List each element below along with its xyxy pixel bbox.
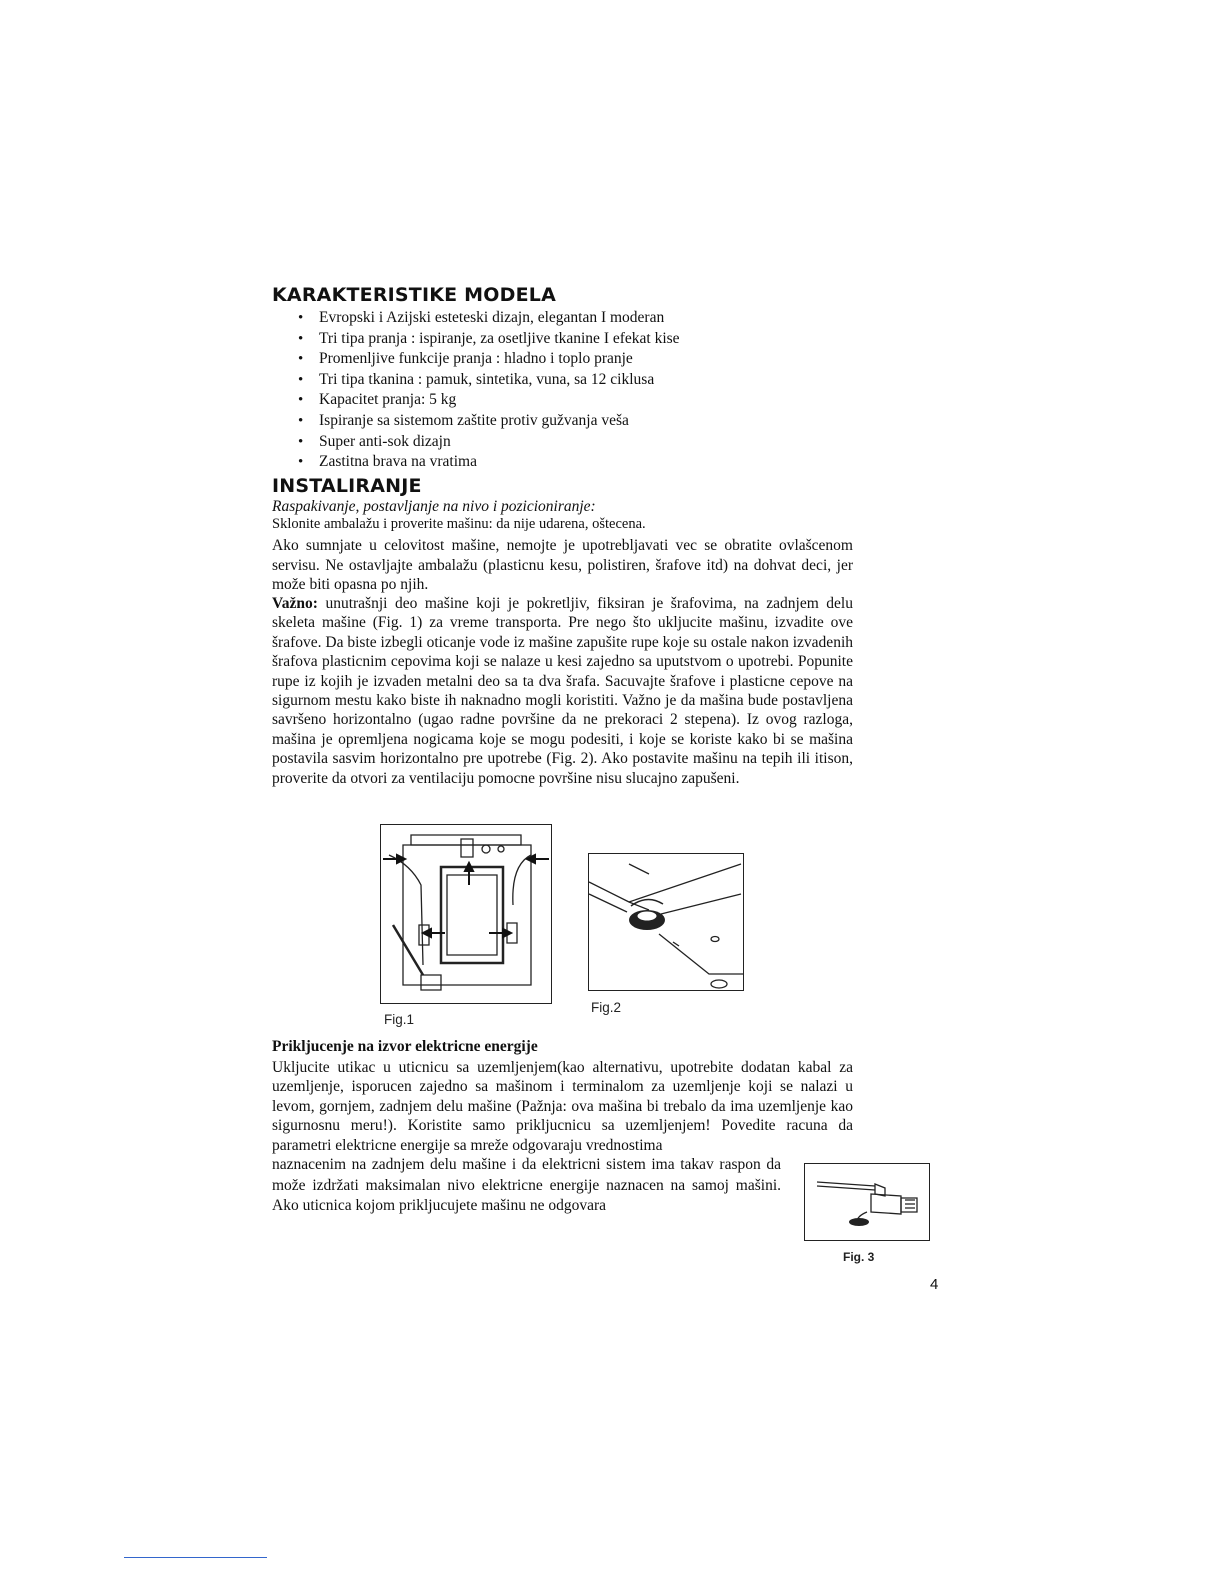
list-item: • Evropski i Azijski esteteski dizajn, elegantan I moderan — [296, 308, 816, 329]
figure-1-caption: Fig.1 — [384, 1012, 415, 1027]
list-item: • Ispiranje sa sistemom zaštite protiv gužvanja veša — [296, 411, 816, 432]
section-heading-instaliranje: INSTALIRANJE — [272, 475, 422, 497]
water-tap-illustration — [805, 1164, 929, 1240]
list-item: • Zastitna brava na vratima — [296, 452, 816, 473]
paragraph-important — [272, 594, 853, 788]
section-heading-karakteristike: KARAKTERISTIKE MODELA — [272, 284, 556, 306]
unpack-instruction: Sklonite ambalažu i proverite mašinu: da nije udarena, oštecena. — [272, 516, 646, 532]
list-item: • Promenljive funkcije pranja : hladno i toplo pranje — [296, 349, 816, 370]
figure-3-water-tap — [804, 1163, 930, 1241]
leveling-foot-illustration — [589, 854, 743, 990]
page-number: 4 — [930, 1276, 939, 1293]
footer-rule — [124, 1557, 267, 1558]
list-item: • Super anti-sok dizajn — [296, 432, 816, 453]
section-heading-power: Prikljucenje na izvor elektricne energije — [272, 1038, 538, 1055]
paragraph-power-connection: Ukljucite utikac u uticnicu sa uzemljenjem(kao alternativu, upotrebite dodatan kabal za uzemljenje, isporucen zajedno sa mašinom i terminalom za uzemljenje koji se nalazi u levom, gornjem, zadnjem delu mašine (Pažnja: ova mašina bi trebalo da ima uzemljenje kao sigurnosnu meru!). Koristite samo prikljucnicu sa uzemljenjem! Povedite racuna da parametri elektricne energije sa mreže odgovaraju vrednostima — [272, 1059, 853, 1154]
section-subheading: Raspakivanje, postavljanje na nivo i pozicioniranje: — [272, 498, 596, 515]
list-item: • Kapacitet pranja: 5 kg — [296, 390, 816, 411]
figure-3-caption: Fig. 3 — [843, 1250, 875, 1264]
important-label: Važno: — [272, 595, 318, 612]
list-item: • Tri tipa pranja : ispiranje, za osetljive tkanine I efekat kise — [296, 329, 816, 350]
figure-2-caption: Fig.2 — [591, 1000, 622, 1015]
important-text: unutrašnji deo mašine koji je pokretljiv, fiksiran je šrafovima, na zadnjem delu skeleta mašine (Fig. 1) za vreme transporta. Pre nego što ukljucite mašinu, izvadite ove šrafove. Da biste izbegli oticanje vode iz mašine zapušite rupe koje su ostale nakon izvadenih šrafova plasticnim cepovima koji se nalaze u kesi zajedno sa uputstvom o upotrebi. Popunite rupe iz kojih je izvaden metalni deo sa ta dva šrafa. Sacuvajte šrafove i plasticne cepove na sigurnom mestu kako biste ih naknadno mogli koristiti. Važno je da mašina bude postavljena savršeno horizontalno (ugao radne površine da ne prekoraci 2 stepena). Iz ovog razloga, mašina je opremljena nogicama koje se mogu podesiti, i koje se koriste kako bi se mašina postavila sasvim horizontalno pre upotrebe (Fig. 2). Ako postavite mašinu na tepih ili itison, proverite da otvori za ventilaciju pomocne površine nisu slucajno zapušeni. — [272, 595, 853, 787]
list-item: • Tri tipa tkanina : pamuk, sintetika, vuna, sa 12 ciklusa — [296, 370, 816, 391]
figure-1-machine-back — [380, 824, 552, 1004]
paragraph-integrity: Ako sumnjate u celovitost mašine, nemojte je upotrebljavati vec se obratite ovlašcenom servisu. Ne ostavljajte ambalažu (plasticnu kesu, polistiren, šrafove itd) na dohvat deci, jer može biti opasna po njih. — [272, 537, 853, 593]
feature-list — [296, 308, 816, 473]
machine-back-illustration — [381, 825, 551, 1003]
figure-2-leveling-foot — [588, 853, 744, 991]
paragraph-power-requirements: naznacenim na zadnjem delu mašine i da elektricni sistem ima takav raspon da može izdržati maksimalan nivo elektricne energije naznacen na samoj mašini. Ako uticnica kojom prikljucujete mašinu ne odgovara — [272, 1156, 781, 1214]
